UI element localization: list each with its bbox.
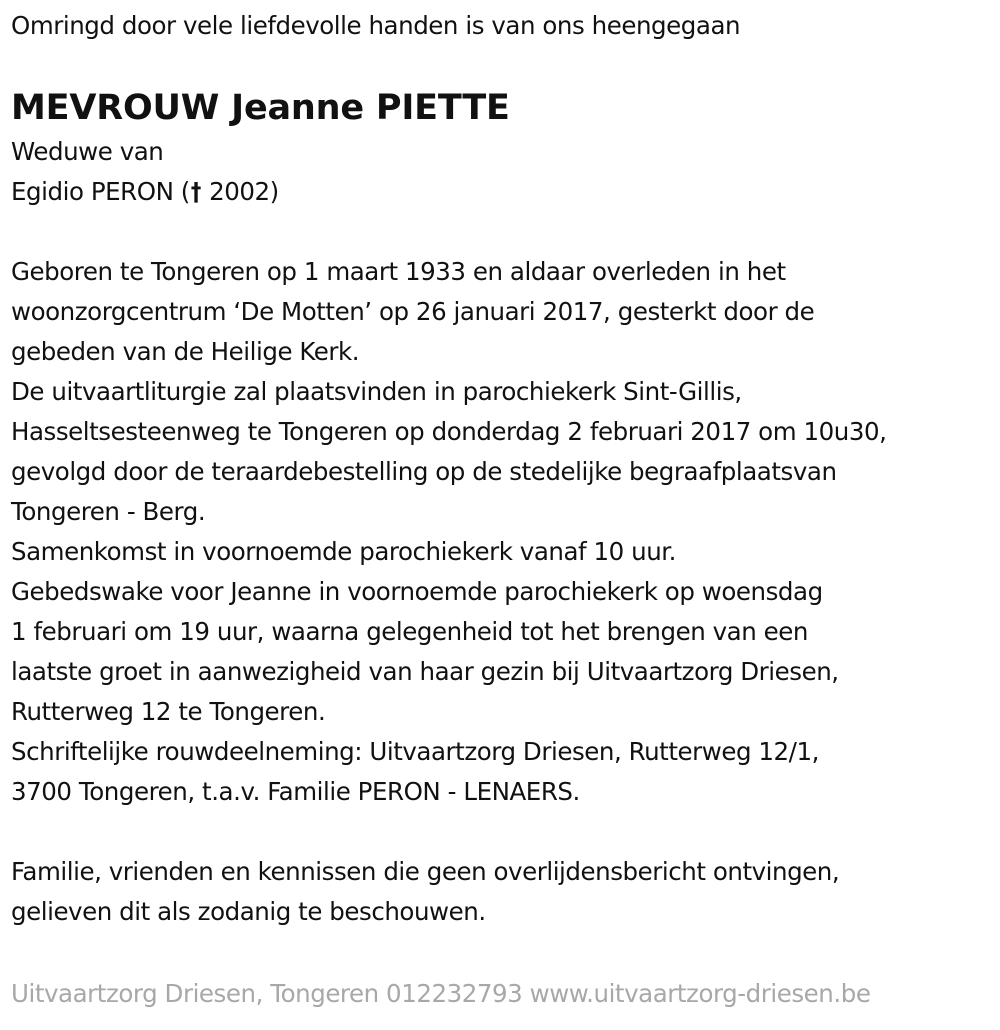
funeral-home-footer: Uitvaartzorg Driesen, Tongeren 012232793 www.uitvaartzorg-driesen.be bbox=[11, 979, 871, 1008]
deceased-name: MEVROUW Jeanne PIETTE bbox=[11, 88, 510, 128]
body-text bbox=[11, 252, 996, 812]
body-line: Hasseltsesteenweg te Tongeren op donderdag 2 februari 2017 om 10u30, bbox=[11, 417, 887, 446]
obituary-notice bbox=[11, 6, 996, 932]
body-line: Samenkomst in voornoemde parochiekerk vanaf 10 uur. bbox=[11, 537, 677, 566]
body-line: 3700 Tongeren, t.a.v. Familie PERON - LENAERS. bbox=[11, 777, 580, 806]
body-line: Rutterweg 12 te Tongeren. bbox=[11, 697, 326, 726]
body-line: woonzorgcentrum ‘De Motten’ op 26 januari 2017, gesterkt door de bbox=[11, 297, 815, 326]
body-line: De uitvaartliturgie zal plaatsvinden in parochiekerk Sint-Gillis, bbox=[11, 377, 742, 406]
spouse-name-suffix: 2002) bbox=[201, 177, 279, 206]
spacer bbox=[11, 212, 996, 252]
body-line: Gebedswake voor Jeanne in voornoemde parochiekerk op woensdag bbox=[11, 577, 823, 606]
body-line: Schriftelijke rouwdeelneming: Uitvaartzorg Driesen, Rutterweg 12/1, bbox=[11, 737, 819, 766]
spouse-name bbox=[11, 172, 996, 212]
cross-icon: † bbox=[190, 177, 201, 206]
body-line: gevolgd door de teraardebestelling op de stedelijke begraafplaatsvan bbox=[11, 457, 837, 486]
closing-line: gelieven dit als zodanig te beschouwen. bbox=[11, 897, 486, 926]
spacer bbox=[11, 812, 996, 852]
body-line: Geboren te Tongeren op 1 maart 1933 en aldaar overleden in het bbox=[11, 257, 786, 286]
closing-text bbox=[11, 852, 996, 932]
closing-line: Familie, vrienden en kennissen die geen overlijdensbericht ontvingen, bbox=[11, 857, 840, 886]
body-line: 1 februari om 19 uur, waarna gelegenheid tot het brengen van een bbox=[11, 617, 808, 646]
body-line: gebeden van de Heilige Kerk. bbox=[11, 337, 360, 366]
body-line: Tongeren - Berg. bbox=[11, 497, 206, 526]
spouse-name-prefix: Egidio PERON ( bbox=[11, 177, 190, 206]
intro-text: Omringd door vele liefdevolle handen is van ons heengegaan bbox=[11, 11, 741, 40]
spouse-relation: Weduwe van bbox=[11, 137, 164, 166]
body-line: laatste groet in aanwezigheid van haar gezin bij Uitvaartzorg Driesen, bbox=[11, 657, 839, 686]
